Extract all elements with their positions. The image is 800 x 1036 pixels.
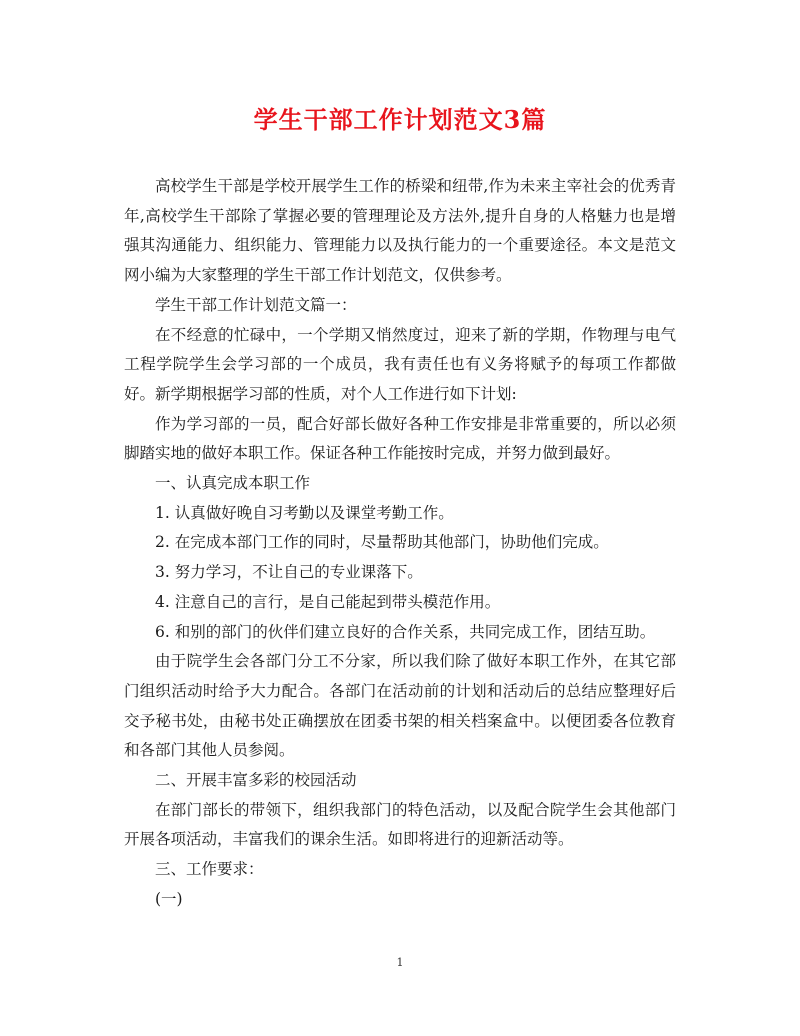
list-item: 3. 努力学习，不让自己的专业课落下。: [155, 563, 423, 582]
document-body: [124, 172, 676, 915]
section-heading: 三、工作要求：: [155, 860, 264, 879]
section-heading: 二、开展丰富多彩的校园活动: [155, 771, 357, 790]
body-paragraph: 由于院学生会各部门分工不分家，所以我们除了做好本职工作外，在其它部门组织活动时给予大力配合。各部门在活动前的计划和活动后的总结应整理好后交予秘书处，由秘书处正确摆放在团委书架的相关档案盒中。以便团委各位教育和各部门其他人员参阅。: [124, 652, 676, 760]
body-paragraph: 在部门部长的带领下，组织我部门的特色活动，以及配合院学生会其他部门开展各项活动，丰富我们的课余生活。如即将进行的迎新活动等。: [124, 800, 676, 849]
list-item: 1. 认真做好晚自习考勤以及课堂考勤工作。: [155, 503, 454, 522]
body-paragraph: 作为学习部的一员，配合好部长做好各种工作安排是非常重要的，所以必须脚踏实地的做好本职工作。保证各种工作能按时完成，并努力做到最好。: [124, 414, 676, 463]
body-paragraph: 在不经意的忙碌中，一个学期又悄然度过，迎来了新的学期，作物理与电气工程学院学生会学习部的一个成员，我有责任也有义务将赋予的每项工作都做好。新学期根据学习部的性质，对个人工作进行如下计划:: [124, 325, 676, 403]
list-item: 6. 和别的部门的伙伴们建立良好的合作关系，共同完成工作，团结互助。: [155, 622, 656, 641]
intro-paragraph: 高校学生干部是学校开展学生工作的桥梁和纽带,作为未来主宰社会的优秀青年,高校学生干部除了掌握必要的管理理论及方法外,提升自身的人格魅力也是增强其沟通能力、组织能力、管理能力以及执行能力的一个重要途径。本文是范文网小编为大家整理的学生干部工作计划范文，仅供参考。: [124, 177, 676, 285]
page-number: 1: [396, 956, 404, 969]
subsection-marker: (一): [155, 889, 183, 908]
section-heading-part-one: 学生干部工作计划范文篇一：: [155, 295, 357, 314]
list-item: 2. 在完成本部门工作的同时，尽量帮助其他部门，协助他们完成。: [155, 533, 609, 552]
section-heading: 一、认真完成本职工作: [155, 474, 311, 493]
document-title: 学生干部工作计划范文3篇: [253, 105, 547, 134]
list-item: 4. 注意自己的言行，是自己能起到带头模范作用。: [155, 592, 501, 611]
